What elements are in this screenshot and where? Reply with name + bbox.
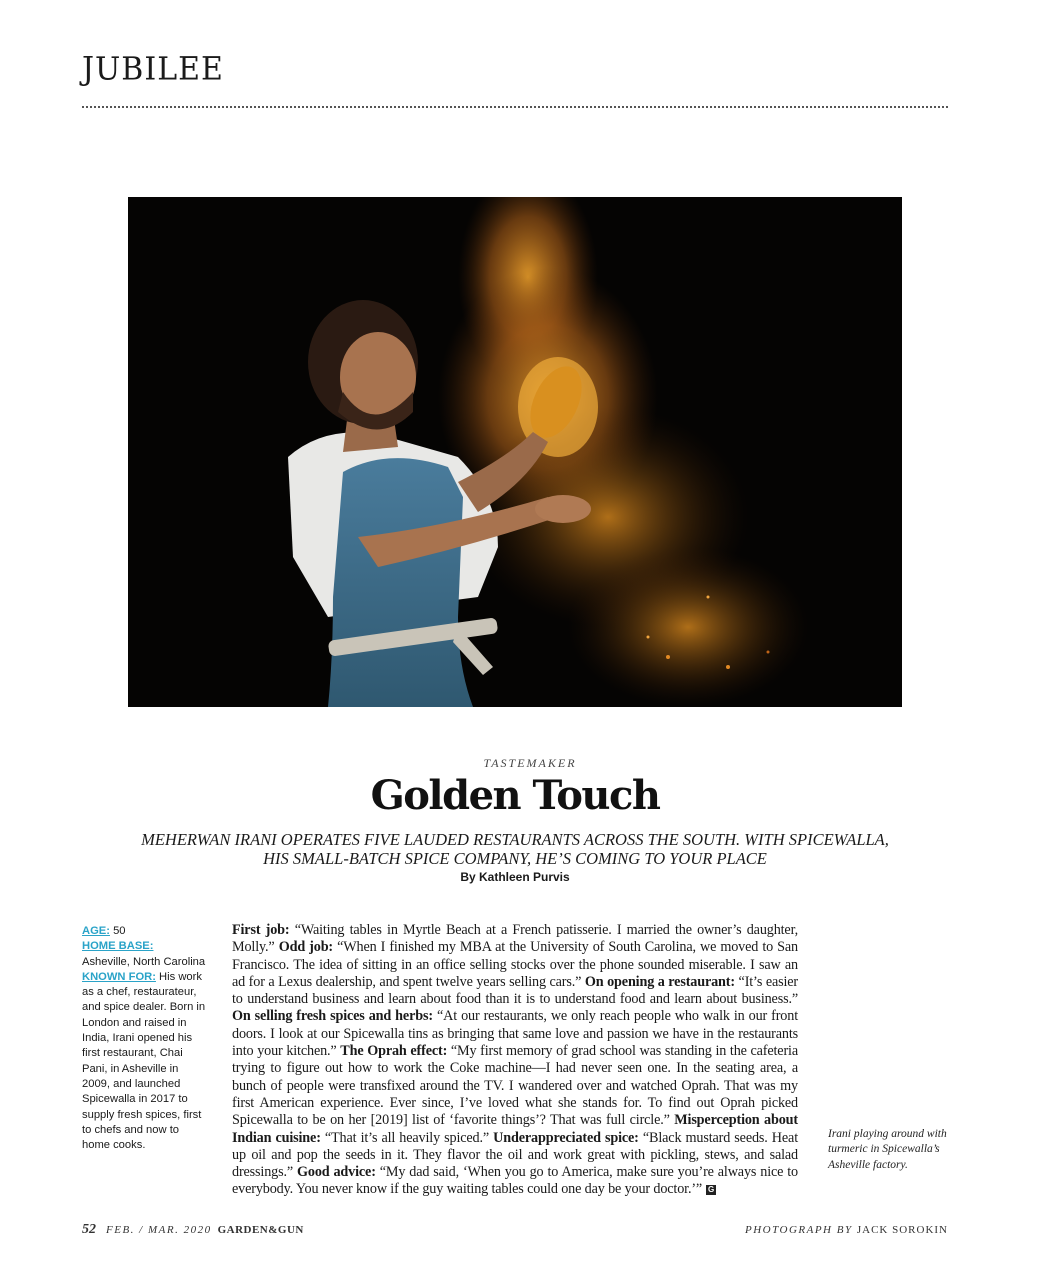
credit-name: JACK SOROKIN [856, 1224, 948, 1236]
photo-caption: Irani playing around with turmeric in Spicewalla’s Asheville factory. [828, 1128, 947, 1171]
hero-photo [128, 197, 902, 707]
photo-credit [745, 1224, 948, 1236]
text-first-job: “Waiting tables in Myrtle Beach at a French patisserie. I married the owner’s daughter, Molly.” [232, 922, 798, 956]
dotted-divider [82, 106, 948, 108]
dek-line-1: MEHERWAN IRANI OPERATES FIVE LAUDED RESTAURANTS ACROSS THE SOUTH. WITH SPICEWALLA, [141, 830, 889, 849]
text-selling-spices: “At our restaurants, we only reach people who walk in our front doors. I look at our Spicewalla tins as bringing that same love and passion we have in the restaurants into your kitchen.” [232, 1008, 798, 1060]
issue-date: FEB. / MAR. 2020 [106, 1224, 212, 1236]
magazine-name: GARDEN&GUN [217, 1224, 304, 1236]
lead-underappreciated-spice: Underappreciated spice: [493, 1129, 639, 1146]
text-opening-restaurant: “It’s easier to understand business and learn about food than it is to understand food and learn about business.” [232, 973, 798, 1008]
known-for-label: KNOWN FOR: [82, 970, 156, 983]
page-folio [82, 1222, 304, 1238]
lead-oprah-effect: The Oprah effect: [340, 1043, 448, 1060]
chef-turmeric-illustration [128, 197, 902, 707]
lead-odd-job: Odd job: [278, 939, 334, 956]
article-title: Golden Touch [370, 772, 660, 819]
lead-opening-restaurant: On opening a restaurant: [584, 973, 735, 990]
text-odd-job: “When I finished my MBA at the University of South Carolina, we moved to San Francisco. The idea of sitting in an office selling stocks over the phone sounded miserable. I saw an ad for a Lexus dealership, and spent twelve years selling cars.” [232, 939, 798, 990]
text-good-advice: “My dad said, ‘When you go to America, make sure you’re always nice to everybody. You never know if the guy waiting tables could one day be your doctor.’” [232, 1164, 798, 1198]
text-misperception: “That it’s all heavily spiced.” [320, 1129, 494, 1146]
lead-selling-spices: On selling fresh spices and herbs: [232, 1008, 433, 1025]
text-oprah-effect: “My first memory of grad school was standing in the cafeteria trying to figure out how to work the Coke machine—I had never seen one. In the seating area, a bunch of people were transfixed around the TV. I wandered over and watched Oprah. That was my first American experience. Ever since, I’ve loved what she stands for. To find out Oprah picked Spicewalla to be on her [2019] list of ‘favorite things’? That was full circle.” [232, 1043, 798, 1129]
age-value: 50 [109, 925, 126, 937]
lead-first-job: First job: [232, 922, 290, 938]
known-for-value: His work as a chef, restaurateur, and spice dealer. Born in London and raised in India, Irani opened his first restaurant, Chai Pani, in Asheville in 2009, and launched Spicewalla in 2017 to supply fresh spices, first to chefs and now to home cooks. [82, 970, 206, 1152]
fact-sidebar [82, 924, 206, 1153]
home-base-label: HOME BASE: [82, 940, 154, 953]
credit-label: PHOTOGRAPH BY [744, 1224, 853, 1236]
end-mark-icon: G [708, 1185, 715, 1195]
lead-good-advice: Good advice: [296, 1164, 376, 1181]
page-number: 52 [82, 1222, 96, 1237]
lead-misperception: Misperception about Indian cuisine: [232, 1112, 798, 1146]
byline: By Kathleen Purvis [460, 870, 570, 884]
dek-line-2: HIS SMALL-BATCH SPICE COMPANY, HE’S COMING TO YOUR PLACE [263, 849, 767, 868]
article-kicker: TASTEMAKER [483, 756, 577, 770]
text-underappreciated-spice: “Black mustard seeds. Heat up oil and pop the seeds in it. They flavor the oil and work great with pickling, stews, and salad dressings.” [232, 1129, 798, 1181]
section-label: JUBILEE [82, 51, 224, 88]
home-base-value: Asheville, North Carolina [82, 955, 206, 968]
age-label: AGE: [82, 925, 110, 937]
article-dek [100, 830, 930, 868]
